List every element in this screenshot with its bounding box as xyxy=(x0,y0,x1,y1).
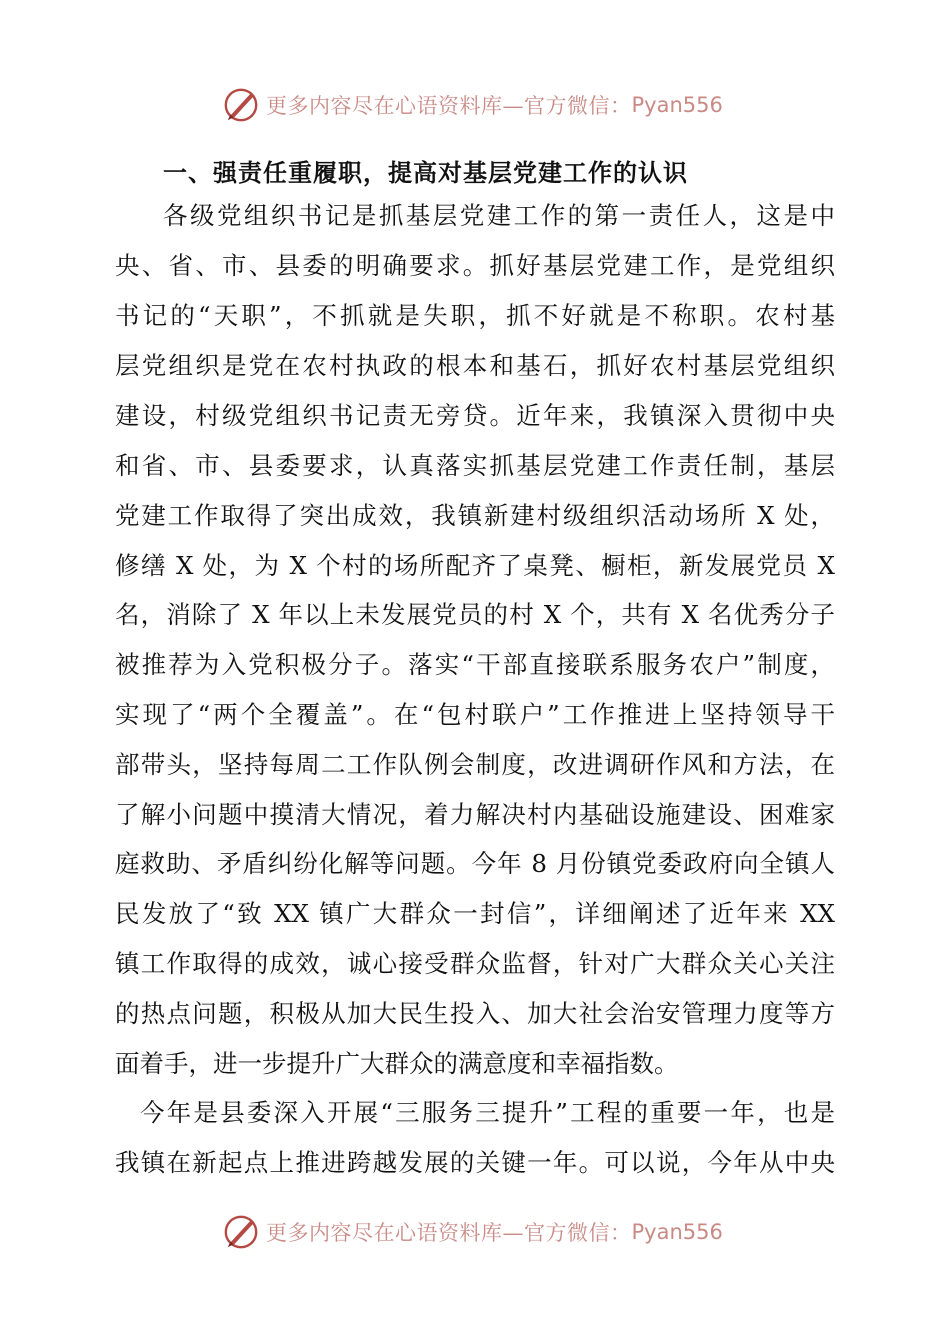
text-line: 名，消除了 X 年以上未发展党员的村 X 个，共有 X 名优秀分子 xyxy=(115,600,835,629)
text-line: 书记的“天职”，不抓就是失职，抓不好就是不称职。农村基 xyxy=(115,301,835,330)
text-line: 镇工作取得的成效，诚心接受群众监督，针对广大群众关心关注 xyxy=(115,949,835,978)
watermark-banner-top xyxy=(222,85,742,125)
text-line: 今年是县委深入开展“三服务三提升”工程的重要一年，也是 xyxy=(140,1098,835,1127)
banner-wechat-id: Pyan556 xyxy=(631,1220,723,1244)
text-line: 实现了“两个全覆盖”。在“包村联户”工作推进上坚持领导干 xyxy=(115,700,835,729)
watermark-banner-bottom xyxy=(222,1212,742,1252)
text-line: 被推荐为入党积极分子。落实“干部直接联系服务农户”制度， xyxy=(115,650,835,679)
text-line: 我镇在新起点上推进跨越发展的关键一年。可以说，今年从中央 xyxy=(115,1148,835,1177)
text-line: 了解小问题中摸清大情况，着力解决村内基础设施建设、困难家 xyxy=(115,800,835,829)
text-line: 建设，村级党组织书记责无旁贷。近年来，我镇深入贯彻中央 xyxy=(115,401,835,430)
pen-logo-icon xyxy=(222,86,260,124)
banner-text: 更多内容尽在心语资料库—官方微信： xyxy=(266,94,632,118)
text-line: 央、省、市、县委的明确要求。抓好基层党建工作，是党组织 xyxy=(115,251,835,280)
text-line: 修缮 X 处，为 X 个村的场所配齐了桌凳、橱柜，新发展党员 X xyxy=(115,551,835,580)
banner-wechat-id: Pyan556 xyxy=(631,93,723,117)
text-line: 各级党组织书记是抓基层党建工作的第一责任人，这是中 xyxy=(163,201,835,230)
banner-text: 更多内容尽在心语资料库—官方微信： xyxy=(266,1221,632,1245)
section-heading: 一、强责任重履职，提高对基层党建工作的认识 xyxy=(163,159,688,187)
pen-logo-icon xyxy=(222,1213,260,1251)
text-line: 部带头，坚持每周二工作队例会制度，改进调研作风和方法，在 xyxy=(115,750,835,779)
text-line: 民发放了“致 XX 镇广大群众一封信”，详细阐述了近年来 XX xyxy=(115,899,835,928)
text-line: 和省、市、县委要求，认真落实抓基层党建工作责任制，基层 xyxy=(115,451,835,480)
text-line: 的热点问题，积极从加大民生投入、加大社会治安管理力度等方 xyxy=(115,999,835,1028)
text-line: 层党组织是党在农村执政的根本和基石，抓好农村基层党组织 xyxy=(115,351,835,380)
text-line: 党建工作取得了突出成效，我镇新建村级组织活动场所 X 处， xyxy=(115,501,835,530)
text-line: 庭救助、矛盾纠纷化解等问题。今年 8 月份镇党委政府向全镇人 xyxy=(115,849,835,878)
text-line: 面着手，进一步提升广大群众的满意度和幸福指数。 xyxy=(115,1049,679,1078)
